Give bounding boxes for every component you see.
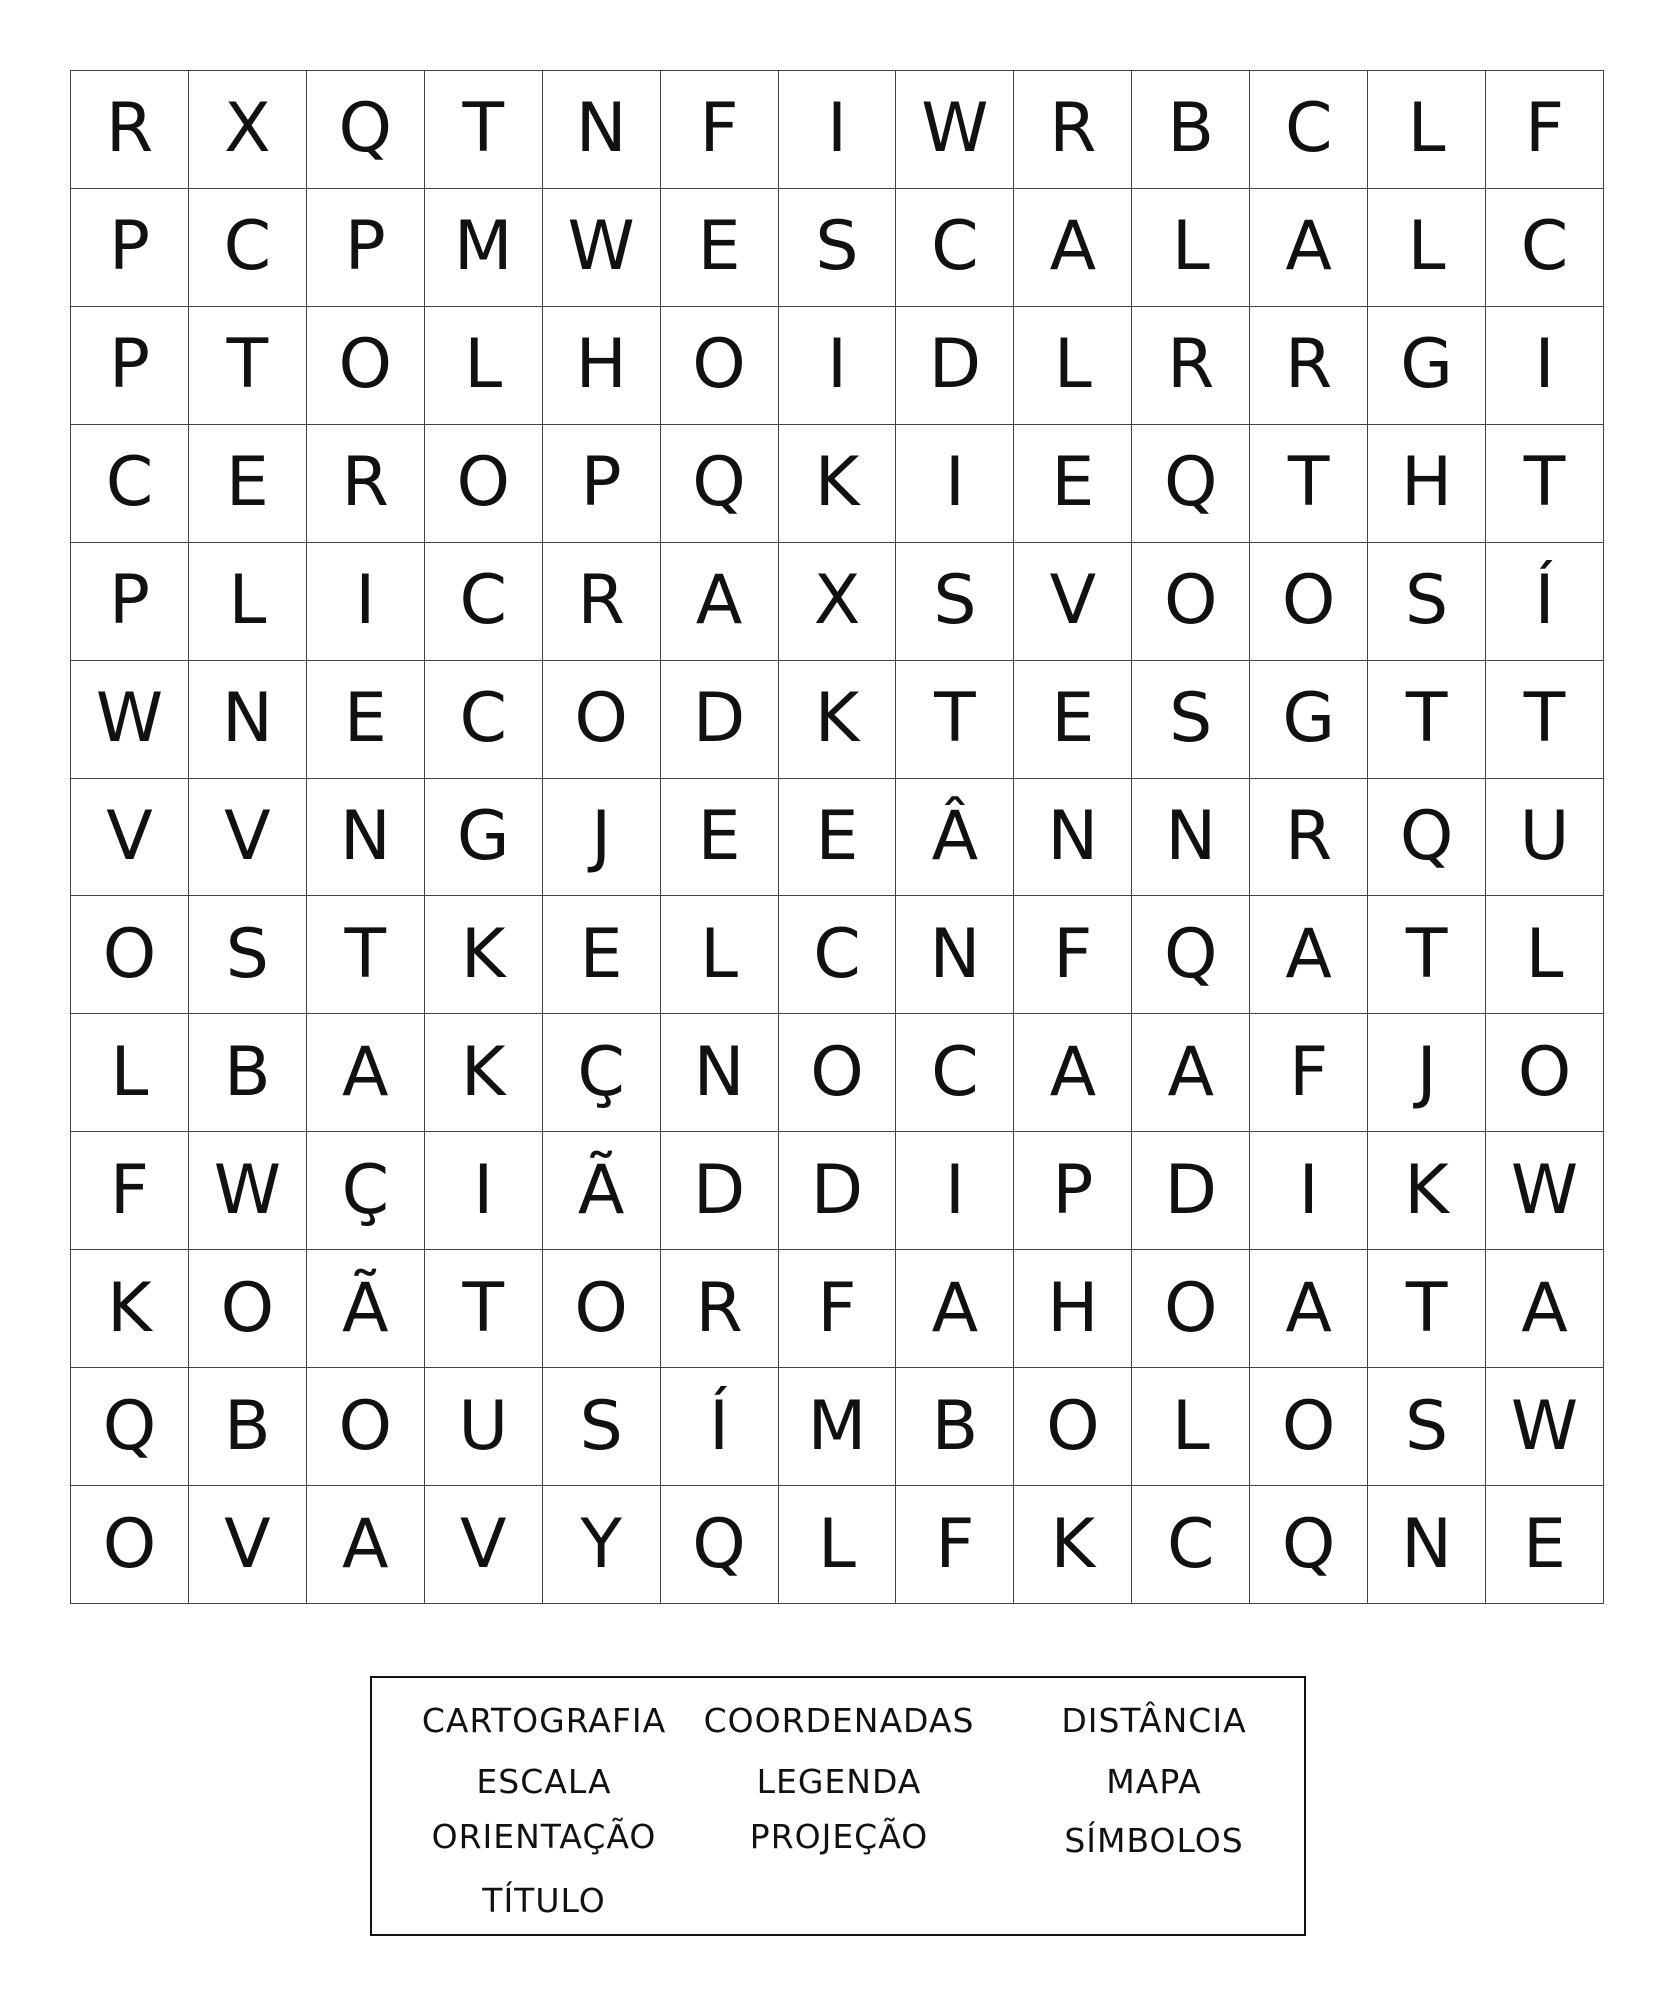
word-item: TÍTULO [482,1881,606,1920]
grid-cell[interactable]: R [1250,307,1368,425]
grid-cell[interactable]: L [779,1486,897,1604]
grid-cell[interactable]: O [1132,543,1250,661]
grid-cell[interactable]: P [71,543,189,661]
grid-cell[interactable]: H [543,307,661,425]
grid-cell[interactable]: C [189,189,307,307]
grid-cell[interactable]: R [71,71,189,189]
grid-cell[interactable]: A [1486,1250,1604,1368]
grid-cell[interactable]: C [1486,189,1604,307]
grid-cell[interactable]: A [1250,189,1368,307]
grid-cell[interactable]: K [1014,1486,1132,1604]
grid-cell[interactable]: G [1368,307,1486,425]
grid-cell[interactable]: R [307,425,425,543]
grid-cell[interactable]: G [425,779,543,897]
grid-cell[interactable]: H [1014,1250,1132,1368]
grid-cell[interactable]: P [71,307,189,425]
grid-cell[interactable]: P [307,189,425,307]
grid-cell[interactable]: Y [543,1486,661,1604]
grid-cell[interactable]: Í [1486,543,1604,661]
grid-cell[interactable]: L [189,543,307,661]
grid-cell[interactable]: A [661,543,779,661]
grid-cell[interactable]: I [779,71,897,189]
grid-cell[interactable]: K [425,1014,543,1132]
grid-cell[interactable]: M [779,1368,897,1486]
grid-cell[interactable]: X [189,71,307,189]
grid-cell[interactable]: G [1250,661,1368,779]
grid-cell[interactable]: H [1368,425,1486,543]
grid-cell[interactable]: S [1368,543,1486,661]
grid-cell[interactable]: K [425,896,543,1014]
grid-cell[interactable]: K [779,425,897,543]
grid-cell[interactable]: C [71,425,189,543]
grid-cell[interactable]: N [1368,1486,1486,1604]
grid-cell[interactable]: O [1132,1250,1250,1368]
grid-cell[interactable]: B [896,1368,1014,1486]
grid-cell[interactable]: V [71,779,189,897]
grid-cell[interactable]: E [307,661,425,779]
grid-cell[interactable]: A [307,1014,425,1132]
grid-cell[interactable]: V [425,1486,543,1604]
grid-cell[interactable]: Ç [543,1014,661,1132]
grid-cell[interactable]: B [189,1014,307,1132]
grid-cell[interactable]: R [1132,307,1250,425]
grid-cell[interactable]: A [1014,1014,1132,1132]
grid-cell[interactable]: D [661,661,779,779]
word-item: CARTOGRAFIA [421,1701,667,1740]
grid-cell[interactable]: U [425,1368,543,1486]
grid-cell[interactable]: O [1250,1368,1368,1486]
grid-cell[interactable]: O [1250,543,1368,661]
word-item: ORIENTAÇÃO [431,1817,657,1856]
grid-cell[interactable]: P [1014,1132,1132,1250]
grid-cell[interactable]: W [896,71,1014,189]
grid-cell[interactable]: K [779,661,897,779]
grid-cell[interactable]: A [1132,1014,1250,1132]
grid-cell[interactable]: E [1014,425,1132,543]
grid-cell[interactable]: E [661,189,779,307]
grid-cell[interactable]: Â [896,779,1014,897]
grid-cell[interactable]: N [189,661,307,779]
grid-cell[interactable]: S [1368,1368,1486,1486]
grid-cell[interactable]: T [425,71,543,189]
grid-cell[interactable]: S [543,1368,661,1486]
grid-cell[interactable]: T [425,1250,543,1368]
grid-cell[interactable]: F [661,71,779,189]
grid-cell[interactable]: S [779,189,897,307]
grid-cell[interactable]: A [1250,1250,1368,1368]
grid-cell[interactable]: Ç [307,1132,425,1250]
grid-cell[interactable]: S [189,896,307,1014]
grid-cell[interactable]: F [71,1132,189,1250]
grid-cell[interactable]: A [307,1486,425,1604]
grid-cell[interactable]: F [1250,1014,1368,1132]
grid-cell[interactable]: I [896,1132,1014,1250]
grid-cell[interactable]: R [1014,71,1132,189]
grid-cell[interactable]: Q [71,1368,189,1486]
grid-cell[interactable]: Q [661,425,779,543]
grid-cell[interactable]: V [1014,543,1132,661]
grid-cell[interactable]: O [1486,1014,1604,1132]
grid-cell[interactable]: F [1486,71,1604,189]
grid-cell[interactable]: C [896,189,1014,307]
grid-cell[interactable]: L [1132,1368,1250,1486]
grid-cell[interactable]: T [189,307,307,425]
grid-cell[interactable]: V [189,1486,307,1604]
grid-cell[interactable]: F [779,1250,897,1368]
grid-cell[interactable]: D [779,1132,897,1250]
grid-cell[interactable]: Q [1368,779,1486,897]
grid-cell[interactable]: W [71,661,189,779]
grid-cell[interactable]: A [1014,189,1132,307]
grid-cell[interactable]: E [661,779,779,897]
grid-cell[interactable]: N [896,896,1014,1014]
grid-cell[interactable]: N [543,71,661,189]
grid-cell[interactable]: I [1250,1132,1368,1250]
grid-cell[interactable]: O [543,1250,661,1368]
word-list-box [370,1676,1306,1936]
word-item: LEGENDA [756,1762,922,1801]
grid-cell[interactable]: T [1486,661,1604,779]
grid-cell[interactable]: T [1368,661,1486,779]
grid-cell[interactable]: W [1486,1368,1604,1486]
grid-cell[interactable]: I [307,543,425,661]
grid-cell[interactable]: Q [307,71,425,189]
grid-cell[interactable]: R [661,1250,779,1368]
grid-cell[interactable]: X [779,543,897,661]
grid-cell[interactable]: T [1250,425,1368,543]
grid-cell[interactable]: L [661,896,779,1014]
grid-cell[interactable]: P [71,189,189,307]
grid-cell[interactable]: S [896,543,1014,661]
grid-cell[interactable]: L [1486,896,1604,1014]
grid-cell[interactable]: Í [661,1368,779,1486]
grid-cell[interactable]: E [779,779,897,897]
grid-cell[interactable]: O [71,896,189,1014]
grid-cell[interactable]: K [1368,1132,1486,1250]
grid-cell[interactable]: I [1486,307,1604,425]
grid-cell[interactable]: N [1014,779,1132,897]
grid-cell[interactable]: J [543,779,661,897]
grid-cell[interactable]: R [543,543,661,661]
grid-cell[interactable]: I [425,1132,543,1250]
grid-cell[interactable]: E [1486,1486,1604,1604]
grid-cell[interactable]: O [307,307,425,425]
grid-cell[interactable]: I [779,307,897,425]
grid-cell[interactable]: E [1014,661,1132,779]
grid-cell[interactable]: D [1132,1132,1250,1250]
grid-cell[interactable]: V [189,779,307,897]
grid-cell[interactable]: R [1250,779,1368,897]
word-item: ESCALA [476,1762,612,1801]
grid-cell[interactable]: W [1486,1132,1604,1250]
grid-cell[interactable]: T [1368,1250,1486,1368]
grid-cell[interactable]: D [661,1132,779,1250]
grid-cell[interactable]: I [896,425,1014,543]
grid-cell[interactable]: Ã [307,1250,425,1368]
grid-cell[interactable]: C [779,896,897,1014]
grid-cell[interactable]: L [1014,307,1132,425]
word-item: PROJEÇÃO [749,1817,929,1856]
grid-cell[interactable]: E [189,425,307,543]
grid-cell[interactable]: Q [661,1486,779,1604]
grid-cell[interactable]: P [543,425,661,543]
grid-cell[interactable]: M [425,189,543,307]
grid-cell[interactable]: O [71,1486,189,1604]
grid-cell[interactable]: O [1014,1368,1132,1486]
grid-cell[interactable]: T [1486,425,1604,543]
word-item: MAPA [1106,1762,1202,1801]
grid-cell[interactable]: B [189,1368,307,1486]
grid-cell[interactable]: K [71,1250,189,1368]
grid-cell[interactable]: E [543,896,661,1014]
grid-cell[interactable]: S [1132,661,1250,779]
grid-cell[interactable]: Ã [543,1132,661,1250]
grid-cell[interactable]: T [896,661,1014,779]
letter-grid [70,70,1604,1604]
grid-cell[interactable]: L [425,307,543,425]
word-item: SÍMBOLOS [1064,1821,1244,1860]
grid-cell[interactable]: O [307,1368,425,1486]
grid-cell[interactable]: F [896,1486,1014,1604]
grid-cell[interactable]: Q [1132,425,1250,543]
grid-cell[interactable]: C [425,661,543,779]
grid-cell[interactable]: W [189,1132,307,1250]
grid-cell[interactable]: C [425,543,543,661]
grid-cell[interactable]: N [307,779,425,897]
grid-cell[interactable]: F [1014,896,1132,1014]
grid-cell[interactable]: Q [1250,1486,1368,1604]
grid-cell[interactable]: J [1368,1014,1486,1132]
grid-cell[interactable]: T [307,896,425,1014]
grid-cell[interactable]: B [1132,71,1250,189]
grid-cell[interactable]: C [1250,71,1368,189]
grid-cell[interactable]: A [896,1250,1014,1368]
grid-cell[interactable]: W [543,189,661,307]
grid-cell[interactable]: O [543,661,661,779]
grid-cell[interactable]: O [779,1014,897,1132]
grid-cell[interactable]: T [1368,896,1486,1014]
word-item: DISTÂNCIA [1061,1701,1247,1740]
grid-cell[interactable]: D [896,307,1014,425]
grid-cell[interactable]: L [71,1014,189,1132]
grid-cell[interactable]: O [189,1250,307,1368]
grid-cell[interactable]: Q [1132,896,1250,1014]
grid-cell[interactable]: O [425,425,543,543]
grid-cell[interactable]: A [1250,896,1368,1014]
grid-cell[interactable]: N [1132,779,1250,897]
grid-cell[interactable]: C [896,1014,1014,1132]
grid-cell[interactable]: L [1132,189,1250,307]
grid-cell[interactable]: O [661,307,779,425]
grid-cell[interactable]: N [661,1014,779,1132]
grid-cell[interactable]: U [1486,779,1604,897]
grid-cell[interactable]: L [1368,189,1486,307]
grid-cell[interactable]: L [1368,71,1486,189]
word-item: COORDENADAS [703,1701,975,1740]
grid-cell[interactable]: C [1132,1486,1250,1604]
